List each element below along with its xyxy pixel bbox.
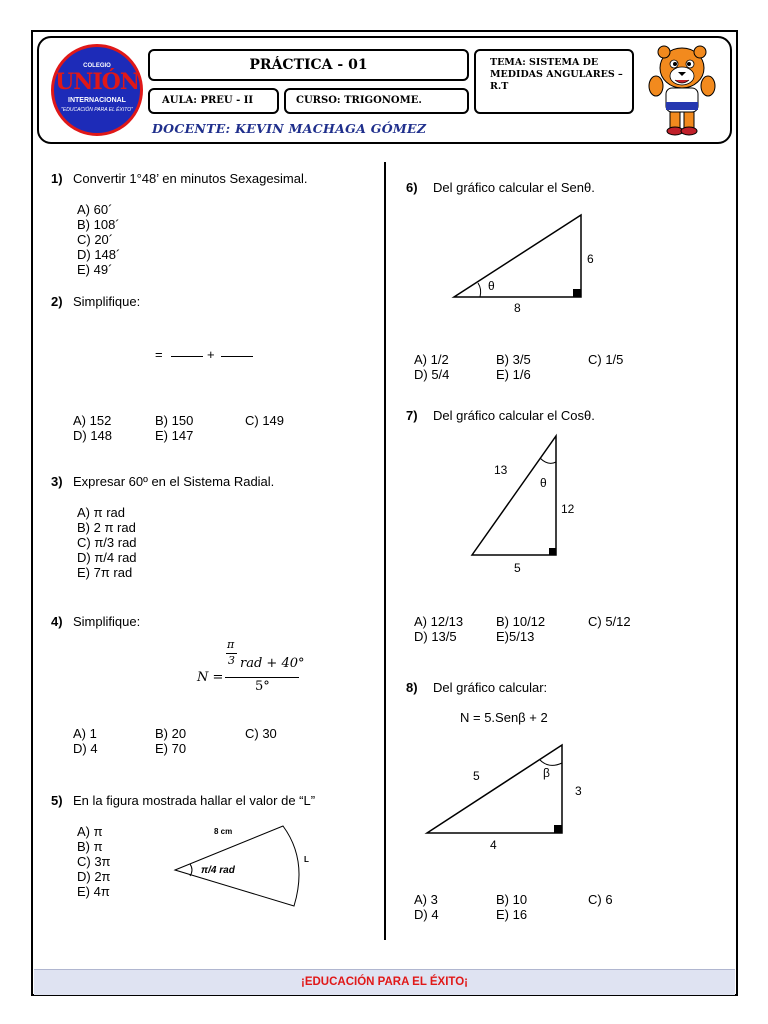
q4-options-row-2	[73, 741, 186, 756]
q6-options-row-2	[414, 367, 531, 382]
q1-option-b: B) 108´	[77, 217, 120, 232]
q7-number: 7)	[406, 408, 418, 423]
q3-option-c: C) π/3 rad	[77, 535, 137, 550]
q6-side-vertical: 6	[587, 252, 594, 266]
q8-formula: N = 5.Senβ + 2	[460, 710, 548, 725]
q5-angle-label: π/4 rad	[201, 865, 235, 876]
logo-name: UNIÓN	[55, 69, 139, 95]
q5-options	[77, 824, 111, 899]
q7-triangle-figure	[460, 430, 590, 580]
q8-option-c: C) 6	[588, 892, 613, 907]
q5-option-b: B) π	[77, 839, 103, 854]
q4-option-e: E) 70	[155, 741, 187, 756]
logo-sub: INTERNACIONAL	[68, 97, 126, 104]
q2-number: 2)	[51, 294, 63, 309]
q7-options-row-2	[414, 629, 534, 644]
q3-number: 3)	[51, 474, 63, 489]
q7-text: Del gráfico calcular el Cosθ.	[433, 408, 595, 423]
q3-option-a: A) π rad	[77, 505, 125, 520]
q4-numerator-rest: rad + 40°	[240, 656, 305, 671]
q5-text: En la figura mostrada hallar el valor de “L”	[73, 793, 316, 808]
q7-side-vertical: 12	[561, 502, 575, 516]
q2-option-b: B) 150	[155, 413, 194, 428]
q8-options-row-1	[414, 892, 613, 907]
q1-number: 1)	[51, 171, 63, 186]
q5-number: 5)	[51, 793, 63, 808]
q7-angle-label: θ	[540, 476, 547, 490]
q2-equals: =	[155, 347, 163, 362]
q8-text: Del gráfico calcular:	[433, 680, 548, 695]
q2-plus: +	[207, 347, 215, 362]
q7-options-row-1	[414, 614, 631, 629]
q4-option-b: B) 20	[155, 726, 187, 741]
footer-banner: ¡EDUCACIÓN PARA EL ÉXITO¡	[34, 969, 735, 995]
q1-option-e: E) 49´	[77, 262, 113, 277]
q1-option-c: C) 20´	[77, 232, 114, 247]
q8-option-b: B) 10	[496, 892, 528, 907]
q4-text: Simplifique:	[73, 614, 141, 629]
q4-option-a: A) 1	[73, 726, 97, 741]
q6-side-horizontal: 8	[514, 301, 521, 315]
q2-option-c: C) 149	[245, 413, 285, 428]
q7-option-c: C) 5/12	[588, 614, 631, 629]
tema-label: TEMA: SISTEMA DE MEDIDAS ANGULARES – R.T	[474, 49, 634, 114]
q5-option-e: E) 4π	[77, 884, 110, 899]
q7-option-b: B) 10/12	[496, 614, 546, 629]
logo-motto: "EDUCACIÓN PARA EL ÉXITO"	[61, 107, 133, 113]
q7-option-d: D) 13/5	[414, 629, 457, 644]
q8-options-row-2	[414, 907, 527, 922]
q6-option-a: A) 1/2	[414, 352, 449, 367]
q1-options	[77, 202, 120, 277]
q6-number: 6)	[406, 180, 418, 195]
q6-text: Del gráfico calcular el Senθ.	[433, 180, 595, 195]
tiger-mascot-icon	[642, 38, 722, 138]
q8-option-e: E) 16	[496, 907, 528, 922]
q6-option-d: D) 5/4	[414, 367, 450, 382]
q5-option-a: A) π	[77, 824, 103, 839]
q5-sector-figure	[170, 820, 320, 910]
q4-options-row-1	[73, 726, 277, 741]
q8-number: 8)	[406, 680, 418, 695]
q4-three: 3	[228, 654, 235, 667]
q3-options	[77, 505, 137, 580]
q7-option-a: A) 12/13	[414, 614, 464, 629]
q4-option-c: C) 30	[245, 726, 277, 741]
school-logo	[51, 44, 143, 136]
q8-angle-label: β	[543, 766, 550, 780]
q2-option-e: E) 147	[155, 428, 194, 443]
q6-option-c: C) 1/5	[588, 352, 624, 367]
q7-hypotenuse: 13	[494, 463, 508, 477]
q6-option-e: E) 1/6	[496, 367, 531, 382]
q8-side-horizontal: 4	[490, 838, 497, 852]
q6-options-row-1	[414, 352, 623, 367]
q5-radius-label: 8 cm	[214, 827, 233, 836]
q2-option-d: D) 148	[73, 428, 113, 443]
q6-triangle-figure	[440, 205, 610, 320]
q2-option-a: A) 152	[73, 413, 112, 428]
q4-denominator: 5°	[255, 679, 270, 694]
q4-option-d: D) 4	[73, 741, 98, 756]
logo-top-text: COLEGIO	[83, 63, 111, 69]
q4-lhs: N =	[197, 670, 224, 685]
q2-text: Simplifique:	[73, 294, 141, 309]
page-title: PRÁCTICA - 01	[148, 49, 469, 81]
q2-fraction-bar-1	[171, 356, 203, 357]
q8-triangle-figure	[415, 735, 605, 855]
q2-options-row-2	[73, 428, 193, 443]
q8-option-a: A) 3	[414, 892, 438, 907]
q8-option-d: D) 4	[414, 907, 439, 922]
column-divider	[384, 162, 386, 940]
q8-side-vertical: 3	[575, 784, 582, 798]
q8-hypotenuse: 5	[473, 769, 480, 783]
aula-label: AULA: PREU - II	[148, 88, 279, 114]
q5-arc-label: L	[304, 855, 309, 864]
q1-text: Convertir 1°48’ en minutos Sexagesimal.	[73, 171, 308, 186]
q2-fraction-bar-2	[221, 356, 253, 357]
q1-option-d: D) 148´	[77, 247, 121, 262]
q4-fraction-bar	[225, 677, 299, 678]
q1-option-a: A) 60´	[77, 202, 113, 217]
q3-option-d: D) π/4 rad	[77, 550, 137, 565]
q6-angle-label: θ	[488, 279, 495, 293]
q7-option-e: E)5/13	[496, 629, 535, 644]
q5-option-d: D) 2π	[77, 869, 111, 884]
q4-pi: π	[227, 638, 235, 651]
q6-option-b: B) 3/5	[496, 352, 531, 367]
q3-text: Expresar 60º en el Sistema Radial.	[73, 474, 275, 489]
curso-label: CURSO: TRIGONOME.	[284, 88, 469, 114]
q5-option-c: C) 3π	[77, 854, 111, 869]
docente-label: DOCENTE: KEVIN MACHAGA GÓMEZ	[152, 121, 427, 136]
q4-number: 4)	[51, 614, 63, 629]
q7-side-horizontal: 5	[514, 561, 521, 575]
q2-options-row-1	[73, 413, 284, 428]
q3-option-b: B) 2 π rad	[77, 520, 136, 535]
q3-option-e: E) 7π rad	[77, 565, 133, 580]
